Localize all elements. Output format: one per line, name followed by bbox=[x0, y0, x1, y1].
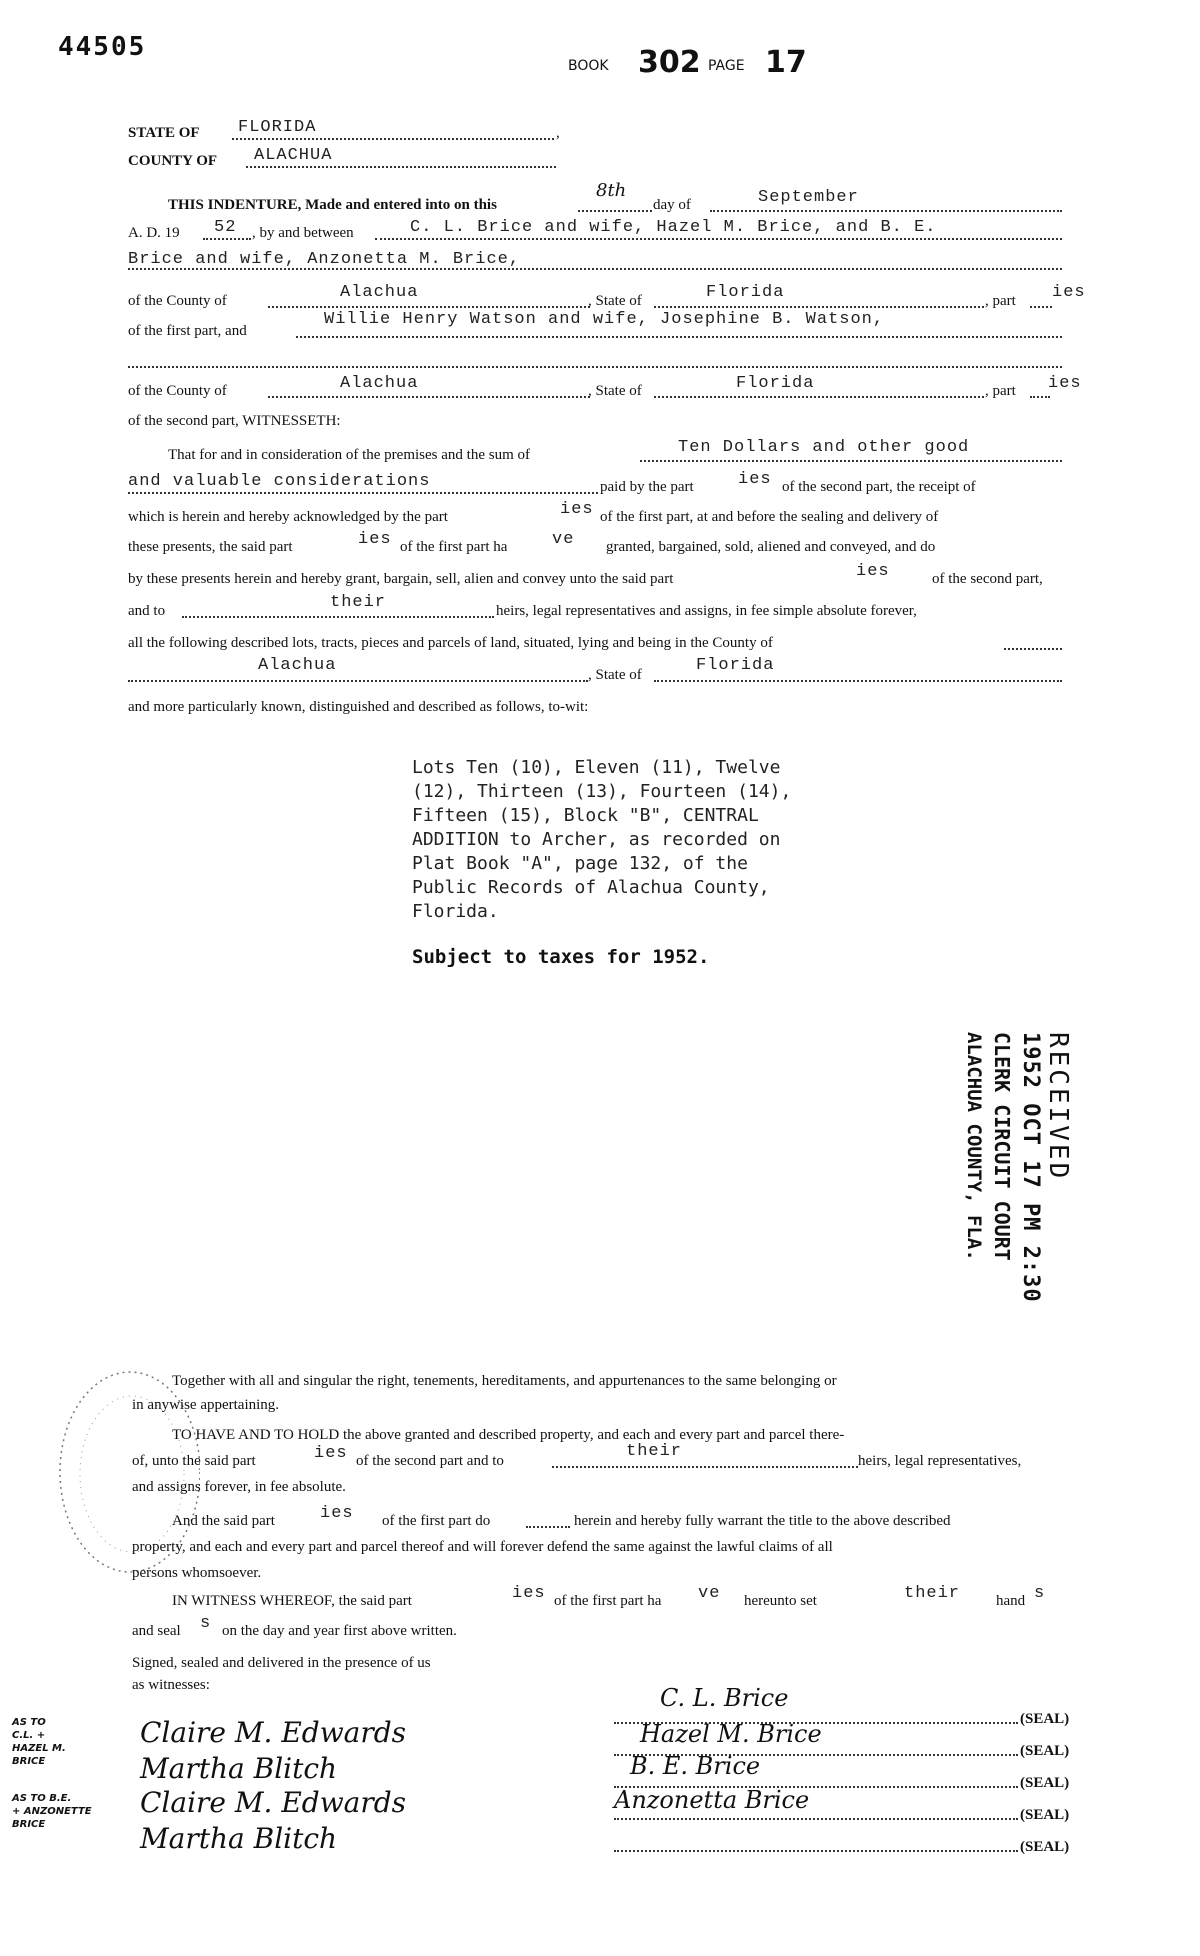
by-between-label: , by and between bbox=[252, 225, 354, 241]
seal-label: (SEAL) bbox=[1020, 1711, 1070, 1727]
county3-dotline bbox=[1004, 648, 1062, 650]
state3-dotline bbox=[654, 680, 1062, 682]
consideration-text5: of the first part, at and before the sealing and delivery of bbox=[600, 509, 939, 525]
witness-hand-s: s bbox=[1034, 1584, 1046, 1603]
warranty-2: property, and each and every part and parcel thereof and will forever defend the same against the lawful claims of all bbox=[132, 1539, 833, 1555]
book-label: BOOK bbox=[568, 58, 609, 74]
grantor-signature: B. E. Brice bbox=[630, 1752, 761, 1780]
grantees: Willie Henry Watson and wife, Josephine B. Watson, bbox=[324, 310, 885, 329]
witness-their: their bbox=[904, 1584, 961, 1603]
grantors1-dotline bbox=[375, 238, 1062, 240]
as-witnesses: as witnesses: bbox=[132, 1677, 210, 1693]
together-clause-2: in anywise appertaining. bbox=[132, 1397, 280, 1413]
consideration-text7: of the first part ha bbox=[400, 539, 508, 555]
first-state-dotline bbox=[654, 306, 984, 308]
consideration-text9: by these presents herein and hereby grant, bargain, sell, alien and convey unto the said part bbox=[128, 571, 674, 587]
consideration-amount1: Ten Dollars and other good bbox=[678, 438, 970, 457]
grantor-signature: C. L. Brice bbox=[660, 1684, 789, 1712]
seal-label: (SEAL) bbox=[1020, 1743, 1070, 1759]
consideration-text2: paid by the part bbox=[600, 479, 694, 495]
county-value: ALACHUA bbox=[254, 146, 333, 165]
margin-note-line: HAZEL M. bbox=[12, 1743, 66, 1754]
witness-seal-s: s bbox=[200, 1614, 212, 1633]
habendum-2b: of the second part and to bbox=[356, 1453, 504, 1469]
together-clause: Together with all and singular the right, tenements, hereditaments, and appurtenances to the same belonging or bbox=[172, 1373, 837, 1389]
consideration-ies1: ies bbox=[738, 470, 772, 489]
grantors-line2: Brice and wife, Anzonetta M. Brice, bbox=[128, 250, 521, 269]
witness-2a: and seal bbox=[132, 1623, 181, 1639]
legal-line: Public Records of Alachua County, bbox=[412, 877, 770, 898]
grantor-signature: Hazel M. Brice bbox=[640, 1720, 822, 1748]
stamp-clerk: CLERK CIRCUIT COURT bbox=[990, 1032, 1014, 1261]
consideration-ve1: ve bbox=[552, 530, 575, 549]
consideration-ies4: ies bbox=[856, 562, 890, 581]
witness-2b: on the day and year first above written. bbox=[222, 1623, 457, 1639]
consideration-their1: their bbox=[330, 593, 387, 612]
margin-note-line: AS TO B.E. bbox=[12, 1793, 72, 1804]
consideration-state: Florida bbox=[696, 656, 775, 675]
witnesseth: of the second part, WITNESSETH: bbox=[128, 413, 341, 429]
county3b-dotline bbox=[128, 680, 588, 682]
consideration-text3: of the second part, the receipt of bbox=[782, 479, 976, 495]
state-dotline bbox=[232, 138, 554, 140]
witness-1b: of the first part ha bbox=[554, 1593, 662, 1609]
indenture-day: 8th bbox=[596, 180, 627, 201]
first-of-county-label: of the County of bbox=[128, 293, 227, 309]
first-county-value: Alachua bbox=[340, 283, 419, 302]
stamp-datetime: 1952 OCT 17 PM 2:30 bbox=[1018, 1032, 1043, 1303]
grantees-dotline bbox=[296, 336, 1062, 338]
consideration-text6: these presents, the said part bbox=[128, 539, 293, 555]
document-number: 44505 bbox=[58, 32, 147, 62]
state-label: STATE OF bbox=[128, 125, 200, 141]
habendum-ies: ies bbox=[314, 1444, 348, 1463]
margin-note-1 bbox=[12, 1716, 66, 1768]
consideration-state-label: , State of bbox=[588, 667, 642, 683]
county-dotline bbox=[246, 166, 556, 168]
indenture-intro: THIS INDENTURE, Made and entered into on this bbox=[168, 197, 497, 213]
signed-delivered: Signed, sealed and delivered in the presence of us bbox=[132, 1655, 431, 1671]
second-part-suffix: ies bbox=[1048, 374, 1082, 393]
witness-signature: Martha Blitch bbox=[140, 1822, 338, 1855]
witness-signature: Martha Blitch bbox=[140, 1752, 338, 1785]
consideration-text12: heirs, legal representatives and assigns, in fee simple absolute forever, bbox=[496, 603, 917, 619]
grantors-line1: C. L. Brice and wife, Hazel M. Brice, and B. E. bbox=[410, 218, 937, 237]
amount1-dotline bbox=[640, 460, 1062, 462]
seal-line bbox=[614, 1850, 1018, 1852]
seal-label: (SEAL) bbox=[1020, 1807, 1070, 1823]
legal-line: Plat Book "A", page 132, of the bbox=[412, 853, 748, 874]
consideration-ies3: ies bbox=[358, 530, 392, 549]
habendum-2c: heirs, legal representatives, bbox=[858, 1453, 1022, 1469]
legal-line: Florida. bbox=[412, 901, 499, 922]
legal-line: Lots Ten (10), Eleven (11), Twelve bbox=[412, 757, 781, 778]
warranty-1c: herein and hereby fully warrant the title to the above described bbox=[574, 1513, 951, 1529]
their1-dotline bbox=[182, 616, 494, 618]
consideration-text10: of the second part, bbox=[932, 571, 1043, 587]
state-comma: , bbox=[556, 125, 560, 141]
second-county-value: Alachua bbox=[340, 374, 419, 393]
stamp-received: RECEIVED bbox=[1043, 1032, 1073, 1182]
indenture-year: 52 bbox=[214, 218, 237, 237]
county-label: COUNTY OF bbox=[128, 153, 218, 169]
habendum-their: their bbox=[626, 1442, 683, 1461]
habendum-1: TO HAVE AND TO HOLD the above granted and described property, and each and every part and parcel there- bbox=[172, 1427, 845, 1443]
warranty-do-dotline bbox=[526, 1526, 570, 1528]
legal-line: (12), Thirteen (13), Fourteen (14), bbox=[412, 781, 792, 802]
their2-dotline bbox=[552, 1466, 858, 1468]
legal-description bbox=[412, 756, 791, 924]
second-state-value: Florida bbox=[736, 374, 815, 393]
taxes-note: Subject to taxes for 1952. bbox=[412, 946, 710, 968]
consideration-text14: and more particularly known, distinguished and described as follows, to-wit: bbox=[128, 699, 589, 715]
consideration-ies2: ies bbox=[560, 500, 594, 519]
first-state-label: , State of bbox=[588, 293, 642, 309]
legal-line: ADDITION to Archer, as recorded on bbox=[412, 829, 781, 850]
book-number: 302 bbox=[638, 45, 701, 80]
margin-note-line: BRICE bbox=[12, 1819, 46, 1830]
grantor-signature: Anzonetta Brice bbox=[614, 1786, 810, 1814]
witness-1c: hereunto set bbox=[744, 1593, 817, 1609]
ad-prefix: A. D. 19 bbox=[128, 225, 180, 241]
witness-signature: Claire M. Edwards bbox=[140, 1786, 407, 1819]
page-number: 17 bbox=[765, 45, 807, 80]
first-state-value: Florida bbox=[706, 283, 785, 302]
first-part-and-label: of the first part, and bbox=[128, 323, 247, 339]
consideration-text1: That for and in consideration of the premises and the sum of bbox=[168, 447, 530, 463]
margin-note-line: BRICE bbox=[12, 1756, 46, 1767]
seal-label: (SEAL) bbox=[1020, 1775, 1070, 1791]
seal-label: (SEAL) bbox=[1020, 1839, 1070, 1855]
witness-ve: ve bbox=[698, 1584, 721, 1603]
second-part-label: , part bbox=[985, 383, 1016, 399]
margin-note-line: C.L. + bbox=[12, 1730, 46, 1741]
blank-grantees-dotline bbox=[128, 366, 1062, 368]
month-dotline bbox=[710, 210, 1062, 212]
witness-ies: ies bbox=[512, 1584, 546, 1603]
consideration-text13: all the following described lots, tracts, pieces and parcels of land, situated, lying and being in the County of bbox=[128, 635, 773, 651]
margin-note-line: AS TO bbox=[12, 1717, 46, 1728]
first-part-dotline bbox=[1030, 306, 1052, 308]
amount2-dotline bbox=[128, 492, 598, 494]
consideration-amount2: and valuable considerations bbox=[128, 472, 431, 491]
margin-note-2 bbox=[12, 1792, 92, 1831]
stamp-county: ALACHUA COUNTY, FLA. bbox=[963, 1032, 985, 1261]
legal-line: Fifteen (15), Block "B", CENTRAL bbox=[412, 805, 759, 826]
habendum-2a: of, unto the said part bbox=[132, 1453, 256, 1469]
page-label: PAGE bbox=[708, 58, 745, 74]
indenture-month: September bbox=[758, 188, 859, 207]
warranty-3: persons whomsoever. bbox=[132, 1565, 262, 1581]
witness-signature: Claire M. Edwards bbox=[140, 1716, 407, 1749]
second-state-dotline bbox=[654, 396, 984, 398]
witness-1d: hand bbox=[996, 1593, 1026, 1609]
received-stamp bbox=[960, 1032, 1072, 1303]
second-state-label: , State of bbox=[588, 383, 642, 399]
first-part-label: , part bbox=[985, 293, 1016, 309]
warranty-1b: of the first part do bbox=[382, 1513, 491, 1529]
state-value: FLORIDA bbox=[238, 118, 317, 137]
margin-note-line: + ANZONETTE bbox=[12, 1806, 92, 1817]
second-of-county-label: of the County of bbox=[128, 383, 227, 399]
consideration-text11: and to bbox=[128, 603, 166, 619]
habendum-3: and assigns forever, in fee absolute. bbox=[132, 1479, 346, 1495]
year-dotline bbox=[203, 238, 251, 240]
first-county-dotline bbox=[268, 306, 590, 308]
day-dotline bbox=[578, 210, 652, 212]
consideration-text4: which is herein and hereby acknowledged by the part bbox=[128, 509, 448, 525]
consideration-text8: granted, bargained, sold, aliened and conveyed, and do bbox=[606, 539, 936, 555]
second-part-dotline bbox=[1030, 396, 1050, 398]
second-county-dotline bbox=[268, 396, 590, 398]
witness-1a: IN WITNESS WHEREOF, the said part bbox=[172, 1593, 412, 1609]
warranty-ies: ies bbox=[320, 1504, 354, 1523]
seal-line bbox=[614, 1818, 1018, 1820]
consideration-county: Alachua bbox=[258, 656, 337, 675]
first-part-suffix: ies bbox=[1052, 283, 1086, 302]
day-of-label: day of bbox=[653, 197, 691, 213]
warranty-1a: And the said part bbox=[172, 1513, 275, 1529]
